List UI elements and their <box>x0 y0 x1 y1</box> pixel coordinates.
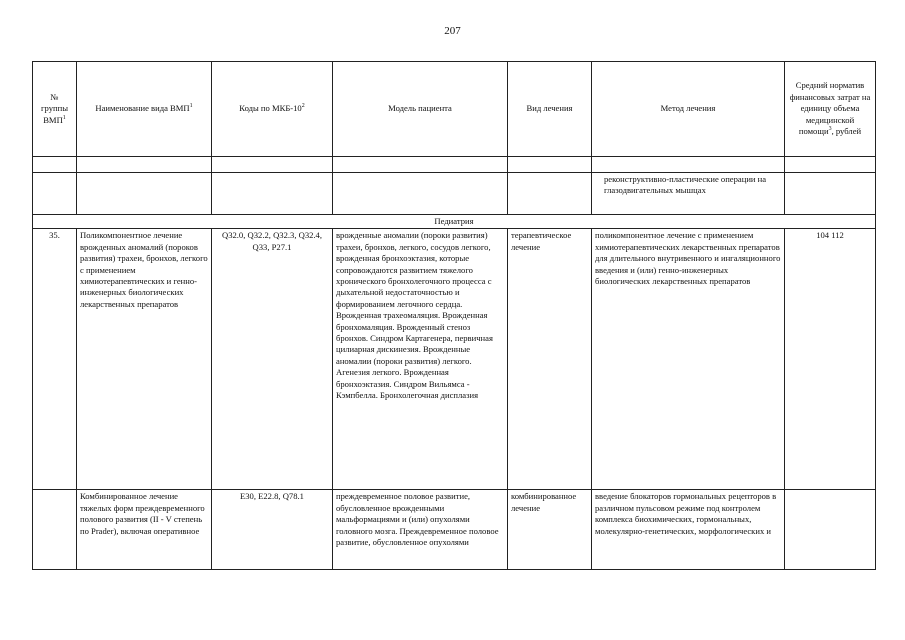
method-cell: введение блокаторов гормональных рецепторов в различном пульсовом режиме под контролем комплекса биохимических, гормональных, молекулярно-генетических, морфологических и <box>592 490 785 570</box>
spacer-row <box>33 157 876 173</box>
section-row <box>33 215 876 229</box>
header-group: № группы ВМП$^1$ <box>33 62 77 157</box>
group-number-cell: 35. <box>33 229 77 490</box>
treatment-type-cell: терапевтическое лечение <box>508 229 592 490</box>
spacer-cell <box>212 157 333 173</box>
table-cell <box>212 173 333 215</box>
header-cost: Средний норматив финансовых затрат на единицу объема медицинской помощи$^3$, рублей <box>785 62 876 157</box>
header-row <box>33 62 876 157</box>
table-row <box>33 229 876 490</box>
section-title: Педиатрия <box>33 215 876 229</box>
spacer-cell <box>77 157 212 173</box>
icd-codes-cell: Q32.0, Q32.2, Q32.3, Q32.4, Q33, P27.1 <box>212 229 333 490</box>
icd-codes-cell: E30, E22.8, Q78.1 <box>212 490 333 570</box>
vmp-name-cell: Комбинированное лечение тяжелых форм преждевременного полового развития (II - V степень по Prader), включая оперативное <box>77 490 212 570</box>
spacer-cell <box>508 157 592 173</box>
header-codes: Коды по МКБ-$10^2$ <box>212 62 333 157</box>
method-cell: реконструктивно-пластические операции на глазодвигательных мышцах <box>592 173 785 215</box>
group-number-cell <box>33 490 77 570</box>
header-method: Метод лечения <box>592 62 785 157</box>
method-cell: поликомпонентное лечение с применением химиотерапевтических лекарственных препаратов для длительного внутривенного и ингаляционного введения и (или) генно-инженерных биологических лекарственных препаратов <box>592 229 785 490</box>
table-cell <box>333 173 508 215</box>
patient-model-cell: врожденные аномалии (пороки развития) трахеи, бронхов, легкого, сосудов легкого, врожденная бронхоэктазия, которые сопровождаются развитием тяжелого хронического бронхолегочного процесса с дыхательной недостаточностью и формированием легочного сердца. Врожденная трахеомаляция. Врожденная бронхомаляция. Врожденный стеноз бронхов. Синдром Картагенера, первичная цилиарная дискинезия. Врожденные аномалии (пороки развития) легкого. Агенезия легкого. Врожденная бронхоэктазия. Синдром Вильямса - Кэмпбелла. Бронхолегочная дисплазия <box>333 229 508 490</box>
vmp-name-cell: Поликомпонентное лечение врожденных аномалий (пороков развития) трахеи, бронхов, легкого с применением химиотерапевтических и генно-инженерных биологических лекарственных препаратов <box>77 229 212 490</box>
cost-cell <box>785 490 876 570</box>
table-row <box>33 490 876 570</box>
treatment-type-cell: комбинированное лечение <box>508 490 592 570</box>
page-number: 207 <box>444 25 461 37</box>
header-name: Наименование вида ВМП$^1$ <box>77 62 212 157</box>
patient-model-cell: преждевременное половое развитие, обусловленное врожденными мальформациями и (или) опухолями головного мозга. Преждевременное половое развитие, обусловленное опухолями <box>333 490 508 570</box>
table-cell <box>33 173 77 215</box>
vmp-table <box>32 61 876 570</box>
cost-cell: 104 112 <box>785 229 876 490</box>
header-treatment-type: Вид лечения <box>508 62 592 157</box>
spacer-cell <box>333 157 508 173</box>
spacer-cell <box>33 157 77 173</box>
table-cell <box>77 173 212 215</box>
table-cell <box>508 173 592 215</box>
spacer-cell <box>785 157 876 173</box>
spacer-cell <box>592 157 785 173</box>
header-model: Модель пациента <box>333 62 508 157</box>
table-cell <box>785 173 876 215</box>
continuation-row <box>33 173 876 215</box>
